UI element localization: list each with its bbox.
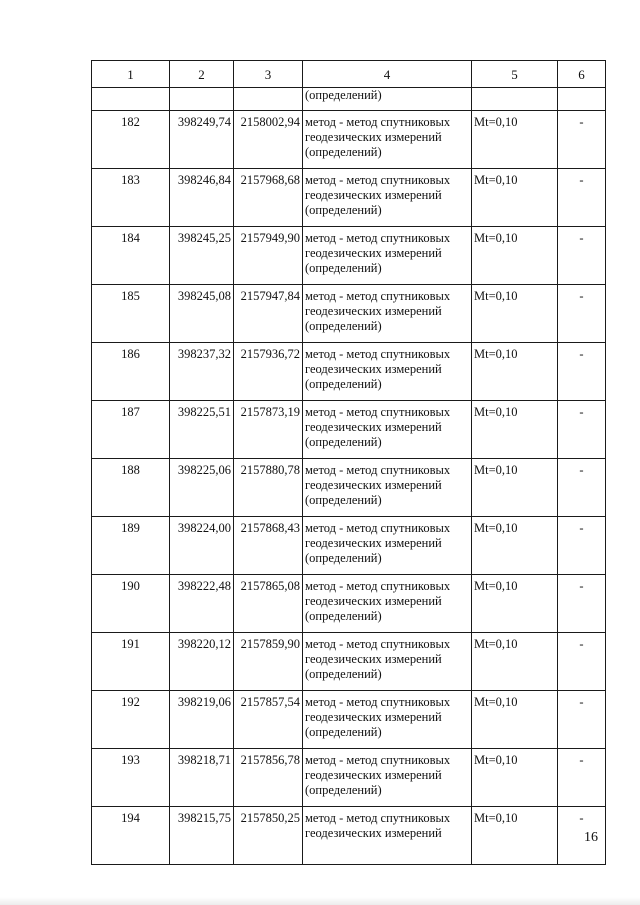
method-cell: метод - метод спутниковых геодезических измерений: [303, 807, 472, 865]
point-number-cell: 184: [92, 227, 170, 285]
accuracy-cell: Mt=0,10: [472, 227, 558, 285]
method-cell: метод - метод спутниковых геодезических измерений (определений): [303, 517, 472, 575]
note-cell: -: [558, 517, 606, 575]
accuracy-cell: Mt=0,10: [472, 575, 558, 633]
table-row: [92, 459, 606, 517]
empty-cell: [558, 88, 606, 111]
y-coordinate-cell: 2157857,54: [234, 691, 303, 749]
method-cell: метод - метод спутниковых геодезических измерений (определений): [303, 401, 472, 459]
note-cell: -: [558, 285, 606, 343]
accuracy-cell: Mt=0,10: [472, 633, 558, 691]
note-cell: -: [558, 633, 606, 691]
point-number-cell: 183: [92, 169, 170, 227]
continuation-text: (определений): [303, 88, 472, 111]
accuracy-cell: Mt=0,10: [472, 691, 558, 749]
table-row: [92, 807, 606, 865]
point-number-cell: 191: [92, 633, 170, 691]
x-coordinate-cell: 398215,75: [170, 807, 234, 865]
x-coordinate-cell: 398237,32: [170, 343, 234, 401]
header-cell: 1: [92, 61, 170, 88]
y-coordinate-cell: 2157936,72: [234, 343, 303, 401]
note-cell: -: [558, 807, 606, 865]
note-cell: -: [558, 401, 606, 459]
note-cell: -: [558, 227, 606, 285]
note-cell: -: [558, 749, 606, 807]
note-cell: -: [558, 691, 606, 749]
x-coordinate-cell: 398225,06: [170, 459, 234, 517]
x-coordinate-cell: 398246,84: [170, 169, 234, 227]
x-coordinate-cell: 398218,71: [170, 749, 234, 807]
table-row: [92, 517, 606, 575]
point-number-cell: 186: [92, 343, 170, 401]
point-number-cell: 193: [92, 749, 170, 807]
empty-cell: [234, 88, 303, 111]
accuracy-cell: Mt=0,10: [472, 517, 558, 575]
accuracy-cell: Mt=0,10: [472, 749, 558, 807]
point-number-cell: 182: [92, 111, 170, 169]
x-coordinate-cell: 398245,08: [170, 285, 234, 343]
table-row: [92, 285, 606, 343]
table-row: [92, 749, 606, 807]
x-coordinate-cell: 398220,12: [170, 633, 234, 691]
note-cell: -: [558, 459, 606, 517]
method-cell: метод - метод спутниковых геодезических измерений (определений): [303, 691, 472, 749]
y-coordinate-cell: 2157868,43: [234, 517, 303, 575]
empty-cell: [472, 88, 558, 111]
method-cell: метод - метод спутниковых геодезических измерений (определений): [303, 459, 472, 517]
note-cell: -: [558, 169, 606, 227]
empty-cell: [92, 88, 170, 111]
note-cell: -: [558, 111, 606, 169]
method-cell: метод - метод спутниковых геодезических измерений (определений): [303, 227, 472, 285]
table-header-row: [92, 61, 606, 88]
x-coordinate-cell: 398245,25: [170, 227, 234, 285]
y-coordinate-cell: 2157856,78: [234, 749, 303, 807]
point-number-cell: 194: [92, 807, 170, 865]
header-cell: 5: [472, 61, 558, 88]
header-cell: 4: [303, 61, 472, 88]
method-cell: метод - метод спутниковых геодезических измерений (определений): [303, 285, 472, 343]
table-row: [92, 633, 606, 691]
header-cell: 6: [558, 61, 606, 88]
table-row: [92, 111, 606, 169]
y-coordinate-cell: 2157865,08: [234, 575, 303, 633]
coordinates-table: [91, 60, 606, 865]
y-coordinate-cell: 2157947,84: [234, 285, 303, 343]
note-cell: -: [558, 575, 606, 633]
method-cell: метод - метод спутниковых геодезических измерений (определений): [303, 343, 472, 401]
accuracy-cell: Mt=0,10: [472, 401, 558, 459]
y-coordinate-cell: 2158002,94: [234, 111, 303, 169]
point-number-cell: 188: [92, 459, 170, 517]
method-cell: метод - метод спутниковых геодезических измерений (определений): [303, 633, 472, 691]
table-row: [92, 401, 606, 459]
header-cell: 3: [234, 61, 303, 88]
table-row: [92, 691, 606, 749]
note-cell: -: [558, 343, 606, 401]
method-cell: метод - метод спутниковых геодезических измерений (определений): [303, 111, 472, 169]
table-row: [92, 343, 606, 401]
accuracy-cell: Mt=0,10: [472, 807, 558, 865]
y-coordinate-cell: 2157850,25: [234, 807, 303, 865]
point-number-cell: 192: [92, 691, 170, 749]
continuation-row: [92, 88, 606, 111]
accuracy-cell: Mt=0,10: [472, 459, 558, 517]
page-number: 16: [584, 830, 598, 845]
empty-cell: [170, 88, 234, 111]
y-coordinate-cell: 2157968,68: [234, 169, 303, 227]
table-row: [92, 227, 606, 285]
y-coordinate-cell: 2157880,78: [234, 459, 303, 517]
x-coordinate-cell: 398222,48: [170, 575, 234, 633]
x-coordinate-cell: 398224,00: [170, 517, 234, 575]
accuracy-cell: Mt=0,10: [472, 169, 558, 227]
method-cell: метод - метод спутниковых геодезических измерений (определений): [303, 749, 472, 807]
y-coordinate-cell: 2157873,19: [234, 401, 303, 459]
point-number-cell: 189: [92, 517, 170, 575]
scan-edge: [0, 897, 640, 905]
accuracy-cell: Mt=0,10: [472, 285, 558, 343]
table-row: [92, 169, 606, 227]
point-number-cell: 185: [92, 285, 170, 343]
accuracy-cell: Mt=0,10: [472, 343, 558, 401]
x-coordinate-cell: 398219,06: [170, 691, 234, 749]
point-number-cell: 187: [92, 401, 170, 459]
x-coordinate-cell: 398249,74: [170, 111, 234, 169]
accuracy-cell: Mt=0,10: [472, 111, 558, 169]
point-number-cell: 190: [92, 575, 170, 633]
method-cell: метод - метод спутниковых геодезических измерений (определений): [303, 575, 472, 633]
y-coordinate-cell: 2157949,90: [234, 227, 303, 285]
table-row: [92, 575, 606, 633]
method-cell: метод - метод спутниковых геодезических измерений (определений): [303, 169, 472, 227]
y-coordinate-cell: 2157859,90: [234, 633, 303, 691]
header-cell: 2: [170, 61, 234, 88]
x-coordinate-cell: 398225,51: [170, 401, 234, 459]
